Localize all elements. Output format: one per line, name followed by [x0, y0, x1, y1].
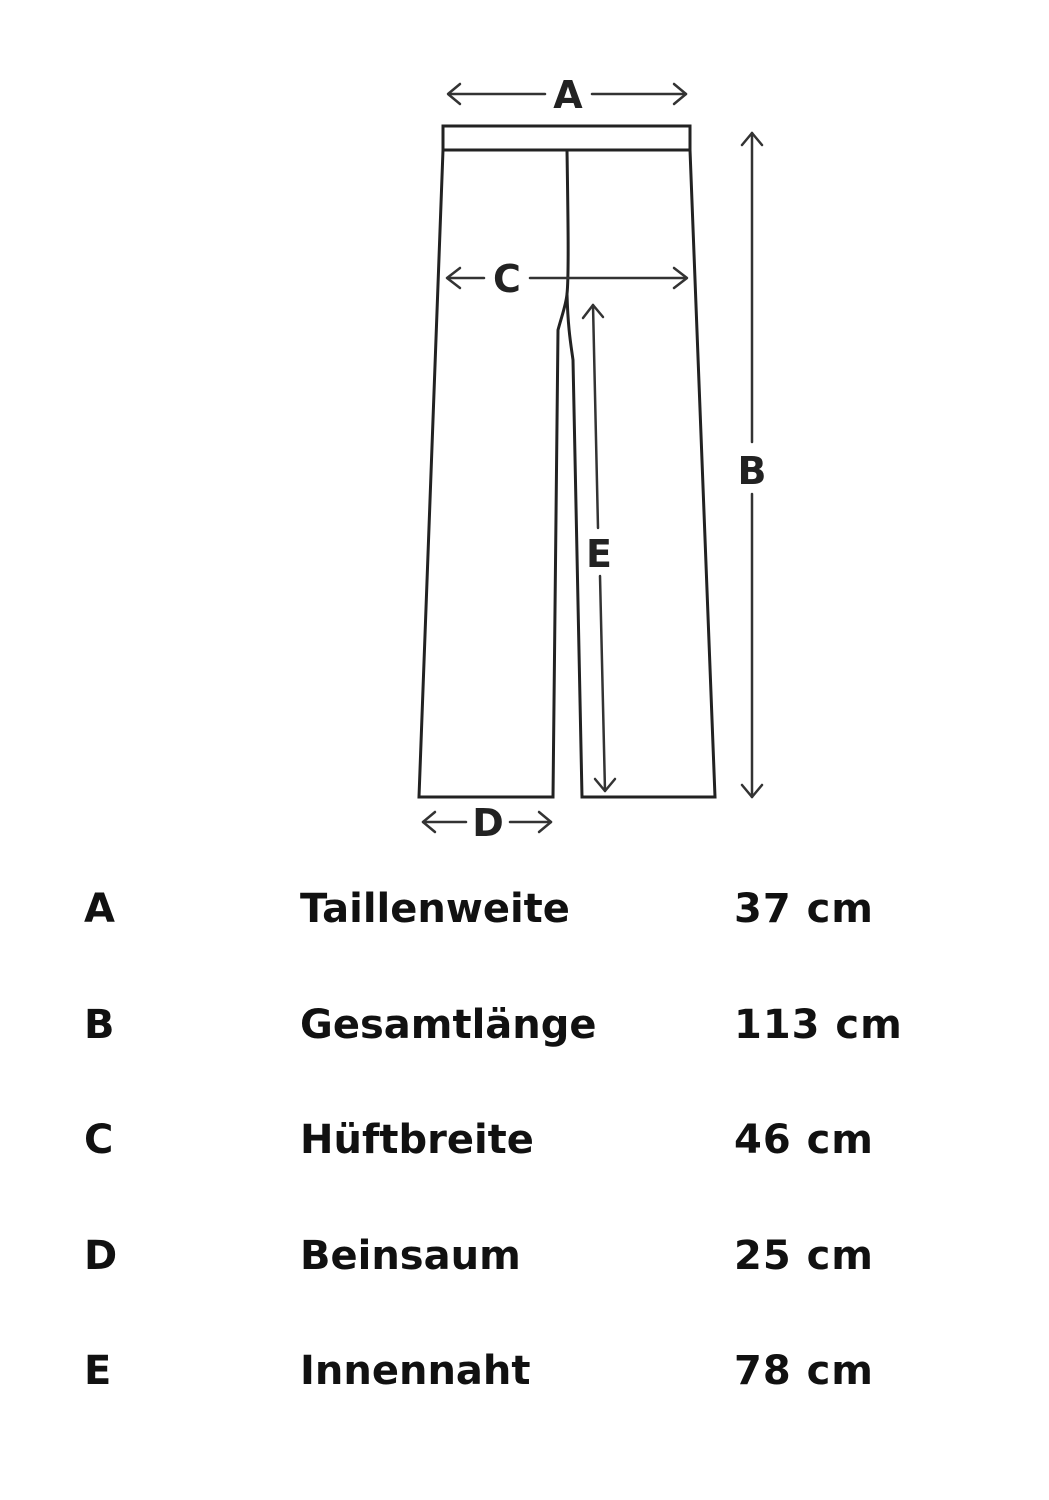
- measurement-name: Beinsaum: [300, 1232, 521, 1279]
- pants-right-leg: [567, 150, 715, 797]
- size-row-b: [0, 966, 1049, 1082]
- waistband: [443, 126, 690, 150]
- dimension-d: [423, 801, 551, 845]
- dimension-a: [448, 73, 686, 117]
- measurement-value: 25 cm: [734, 1232, 874, 1279]
- measurement-value: 46 cm: [734, 1117, 874, 1163]
- dimension-label-d: D: [472, 801, 504, 845]
- measurement-letter: D: [84, 1232, 118, 1279]
- dimension-label-e: E: [586, 532, 612, 576]
- dimension-e: [583, 305, 615, 791]
- measurement-letter: E: [84, 1348, 112, 1394]
- measurement-name: Innennaht: [300, 1348, 531, 1394]
- size-row-c: [0, 1081, 1049, 1197]
- measurement-value: 37 cm: [734, 886, 874, 932]
- size-row-a: [0, 850, 1049, 966]
- measurement-value: 78 cm: [734, 1348, 874, 1394]
- measurement-name: Taillenweite: [300, 886, 570, 932]
- measurement-name: Gesamtlänge: [300, 1001, 597, 1048]
- size-row-e: [0, 1312, 1049, 1428]
- measurement-letter: A: [84, 886, 115, 932]
- dimension-label-a: A: [553, 73, 583, 117]
- measurement-name: Hüftbreite: [300, 1117, 534, 1163]
- pants-left-leg: [419, 150, 568, 797]
- measurement-letter: B: [84, 1001, 115, 1048]
- measurement-letter: C: [84, 1117, 114, 1163]
- dimension-label-b: B: [737, 449, 767, 493]
- dimension-b: [738, 133, 767, 797]
- size-table: [0, 850, 1049, 1428]
- measurement-value: 113 cm: [734, 1001, 903, 1048]
- pants-outline: [419, 126, 715, 797]
- dimension-label-c: C: [493, 257, 521, 301]
- size-row-d: [0, 1197, 1049, 1313]
